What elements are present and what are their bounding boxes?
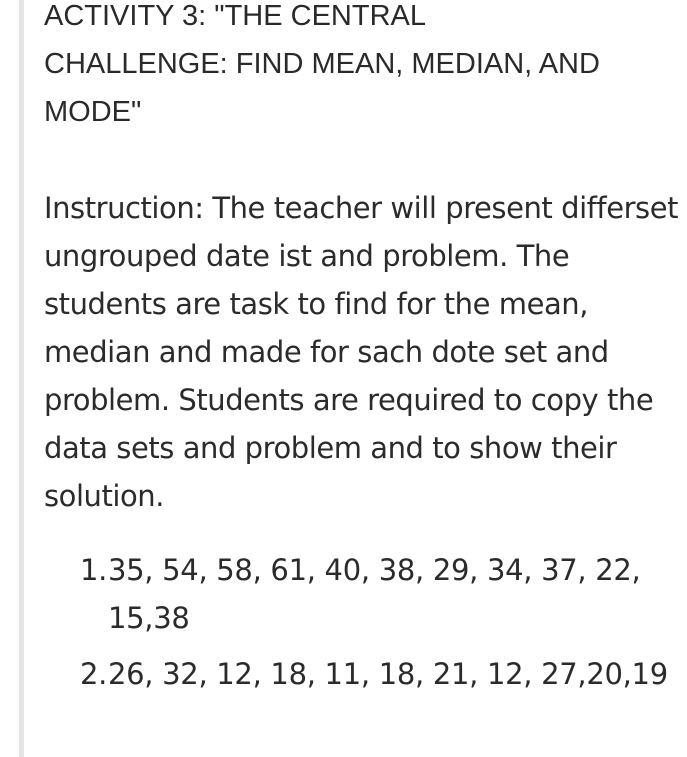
blockquote-rule (19, 0, 24, 757)
activity-title (44, 0, 684, 136)
data-set-number: 1. (80, 553, 108, 587)
data-set-item (44, 650, 678, 698)
activity-content (44, 0, 684, 706)
data-set-list (44, 546, 684, 698)
data-set-number: 2. (80, 657, 108, 691)
activity-title-line-3: MODE" (44, 96, 142, 128)
instruction-paragraph: Instruction: The teacher will present differset ungrouped date ist and problem. The students are task to find for the mean, median and made for sach dote set and problem. Students are required to copy the data sets and problem and to show their solution. (44, 191, 679, 513)
data-set-item (44, 546, 678, 642)
data-set-values: 26, 32, 12, 18, 11, 18, 21, 12, 27,20,19 (108, 657, 668, 691)
data-set-values: 35, 54, 58, 61, 40, 38, 29, 34, 37, 22, 15,38 (108, 553, 641, 635)
activity-title-line-2: CHALLENGE: FIND MEAN, MEDIAN, AND (44, 48, 600, 80)
activity-title-line-1: ACTIVITY 3: "THE CENTRAL (44, 0, 426, 32)
